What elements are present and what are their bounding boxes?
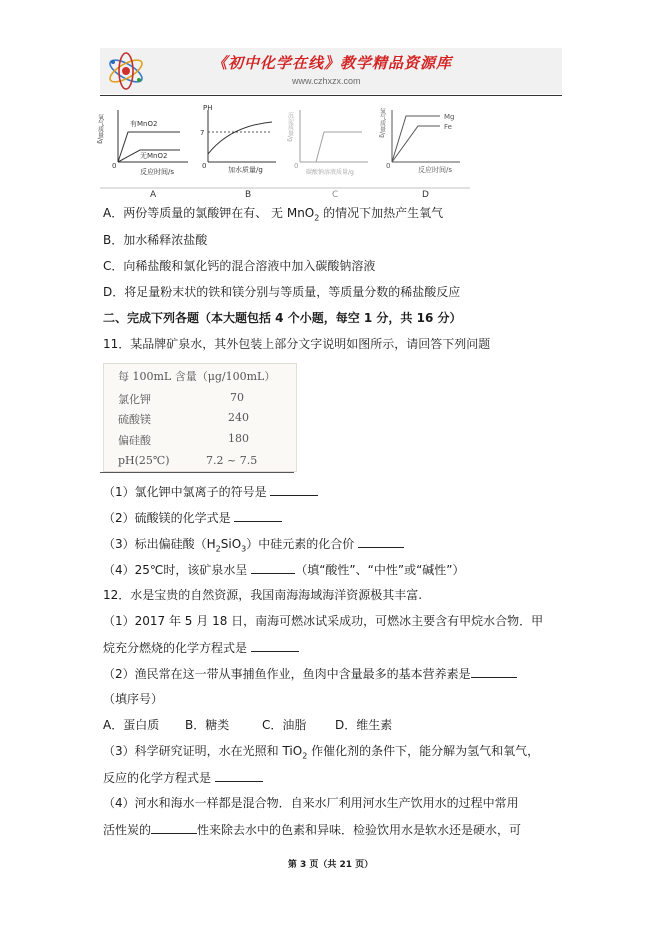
q12-sub1-line1: （1）2017 年 5 月 18 日，南海可燃冰试采成功，可燃冰主要含有甲烷水合物．甲 — [103, 614, 544, 628]
q11-sub2 — [103, 510, 282, 525]
answer-blank[interactable] — [251, 562, 295, 574]
graph-b — [200, 104, 276, 200]
q11-sub1 — [103, 484, 318, 499]
q12-sub3-line2-text: 反应的化学方程式是 — [103, 771, 212, 785]
option-a-sub: 2 — [314, 213, 320, 223]
page-footer: 第 3 页（共 21 页） — [287, 860, 374, 870]
table-row-4-value: 7.2 ~ 7.5 — [206, 454, 258, 467]
graph-c-origin: 0 — [294, 162, 299, 170]
option-c: C．向稀盐酸和氯化钙的混合溶液中加入碳酸钠溶液 — [103, 259, 376, 273]
graph-d-xlabel: 反应时间/s — [418, 166, 453, 174]
q12-sub2-option-a: A．蛋白质 — [103, 718, 160, 732]
table-row-1-value: 70 — [230, 391, 244, 404]
q11-sub3-text-2: SiO — [220, 537, 242, 551]
graph-d-curve-2-label: Fe — [444, 123, 452, 131]
q11-sub2-text: （2）硫酸镁的化学式是 — [103, 511, 231, 525]
table-row-1-name: 氯化钾 — [118, 393, 151, 406]
section-2-heading: 二、完成下列各题（本大题包括 4 个小题，每空 1 分，共 16 分） — [103, 311, 462, 325]
atom-logo-icon — [104, 50, 148, 92]
option-b: B．加水稀释浓盐酸 — [103, 233, 208, 247]
option-a-text-1: A．两份等质量的氯酸钾在有、 无 MnO — [103, 206, 315, 220]
q12-sub1-line2-text: 烷充分燃烧的化学方程式是 — [103, 641, 248, 655]
graph-a-caption: A — [150, 190, 157, 200]
graph-d — [379, 107, 461, 200]
answer-blank[interactable] — [471, 666, 517, 678]
table-row-2-name: 硫酸镁 — [118, 413, 151, 426]
q12-sub4-text-1: 活性炭的 — [103, 823, 152, 837]
answer-blank[interactable] — [215, 770, 263, 782]
q11-sub4-text-2: （填“酸性”、“中性”或“碱性”） — [295, 563, 465, 577]
graph-a-curve-2-label: 无MnO2 — [140, 152, 168, 160]
graph-d-origin: 0 — [386, 162, 391, 170]
q12-sub2-line1 — [103, 666, 517, 681]
graph-d-ylabel: 氢气质量/g — [378, 108, 386, 138]
q11-sub4 — [103, 562, 465, 577]
header-divider — [100, 95, 562, 96]
q12-sub4-line1: （4）河水和海水一样都是混合物．自来水厂利用河水生产饮用水的过程中常用 — [103, 796, 519, 810]
q12-sub1-line2 — [103, 640, 299, 655]
q12-sub3-text-1: （3）科学研究证明，水在光照和 TiO — [103, 744, 303, 758]
q12-sub2-line1-text: （2）渔民常在这一带从事捕鱼作业，鱼肉中含量最多的基本营养素是 — [103, 667, 471, 681]
table-row-3-name: 偏硅酸 — [118, 434, 151, 447]
graph-c — [287, 110, 369, 200]
q11-stem: 11．某品牌矿泉水，其外包装上部分文字说明如图所示，请回答下列问题 — [103, 337, 491, 351]
q11-sub1-text: （1）氯化钾中氯离子的符号是 — [103, 485, 267, 499]
graphs-figure — [96, 102, 472, 202]
graph-c-ylabel: 沉淀质量/g — [286, 112, 294, 142]
graph-c-caption: C — [332, 190, 339, 200]
graph-a-curve-1-label: 有MnO2 — [130, 120, 158, 128]
q12-sub3-line1 — [103, 744, 539, 763]
graph-b-ylabel: PH — [203, 104, 213, 112]
q12-sub2-line2: （填序号） — [103, 692, 164, 706]
answer-blank[interactable] — [234, 510, 282, 522]
graph-a — [97, 110, 189, 200]
header-title: 《初中化学在线》教学精品资源库 — [212, 54, 453, 72]
q12-sub3-sub: 2 — [302, 751, 308, 761]
option-a — [103, 206, 443, 225]
option-d: D．将足量粉末状的铁和镁分别与等质量，等质量分数的稀盐酸反应 — [103, 285, 461, 299]
graph-b-xlabel: 加水质量/g — [228, 166, 263, 174]
table-bottom-rule — [100, 472, 294, 473]
q11-sub3-sub-2: 3 — [241, 544, 247, 554]
q12-sub3-text-2: 作催化剂的条件下，能分解为氢气和氧气， — [307, 744, 540, 758]
graph-a-ylabel: 氧气质量/g — [96, 114, 104, 144]
q11-sub3-sub-1: 2 — [215, 544, 221, 554]
answer-blank[interactable] — [358, 536, 404, 548]
graph-a-xlabel: 反应时间/s — [140, 168, 175, 176]
q12-sub3-line2 — [103, 770, 263, 785]
q11-sub3 — [103, 536, 404, 556]
q11-sub4-text-1: （4）25℃时，该矿泉水呈 — [103, 563, 248, 577]
q12-sub2-option-d: D．维生素 — [335, 718, 393, 732]
q11-sub3-text-1: （3）标出偏硅酸（H — [103, 537, 216, 551]
header-url: www.czhxzx.com — [292, 76, 361, 86]
graph-b-caption: B — [245, 190, 252, 200]
table-row-2-value: 240 — [228, 411, 249, 424]
answer-blank[interactable] — [151, 822, 197, 834]
graph-c-xlabel: 碳酸钠溶液质量/g — [306, 169, 354, 176]
table-header: 每 100mL 含量（μg/100mL） — [118, 370, 276, 383]
table-row-3-value: 180 — [228, 432, 249, 445]
q12-stem: 12．水是宝贵的自然资源，我国南海海域海洋资源极其丰富. — [103, 588, 423, 602]
q12-sub2-option-c: C．油脂 — [262, 718, 307, 732]
graph-d-curve-1-label: Mg — [444, 113, 455, 121]
q12-sub2-option-b: B．糖类 — [185, 718, 230, 732]
q12-sub4-line2 — [103, 822, 521, 837]
graph-b-origin: 0 — [202, 162, 207, 170]
graph-d-caption: D — [422, 190, 429, 200]
answer-blank[interactable] — [270, 484, 318, 496]
graph-a-origin: 0 — [112, 162, 117, 170]
q11-sub3-text-3: ）中硅元素的化合价 — [246, 537, 355, 551]
answer-blank[interactable] — [251, 640, 299, 652]
option-a-text-2: 的情况下加热产生氧气 — [319, 206, 444, 220]
graph-b-tick: 7 — [200, 129, 205, 137]
table-row-4-name: pH(25℃) — [118, 454, 170, 467]
q12-sub4-text-2: 性来除去水中的色素和异味．检验饮用水是软水还是硬水，可 — [197, 823, 522, 837]
